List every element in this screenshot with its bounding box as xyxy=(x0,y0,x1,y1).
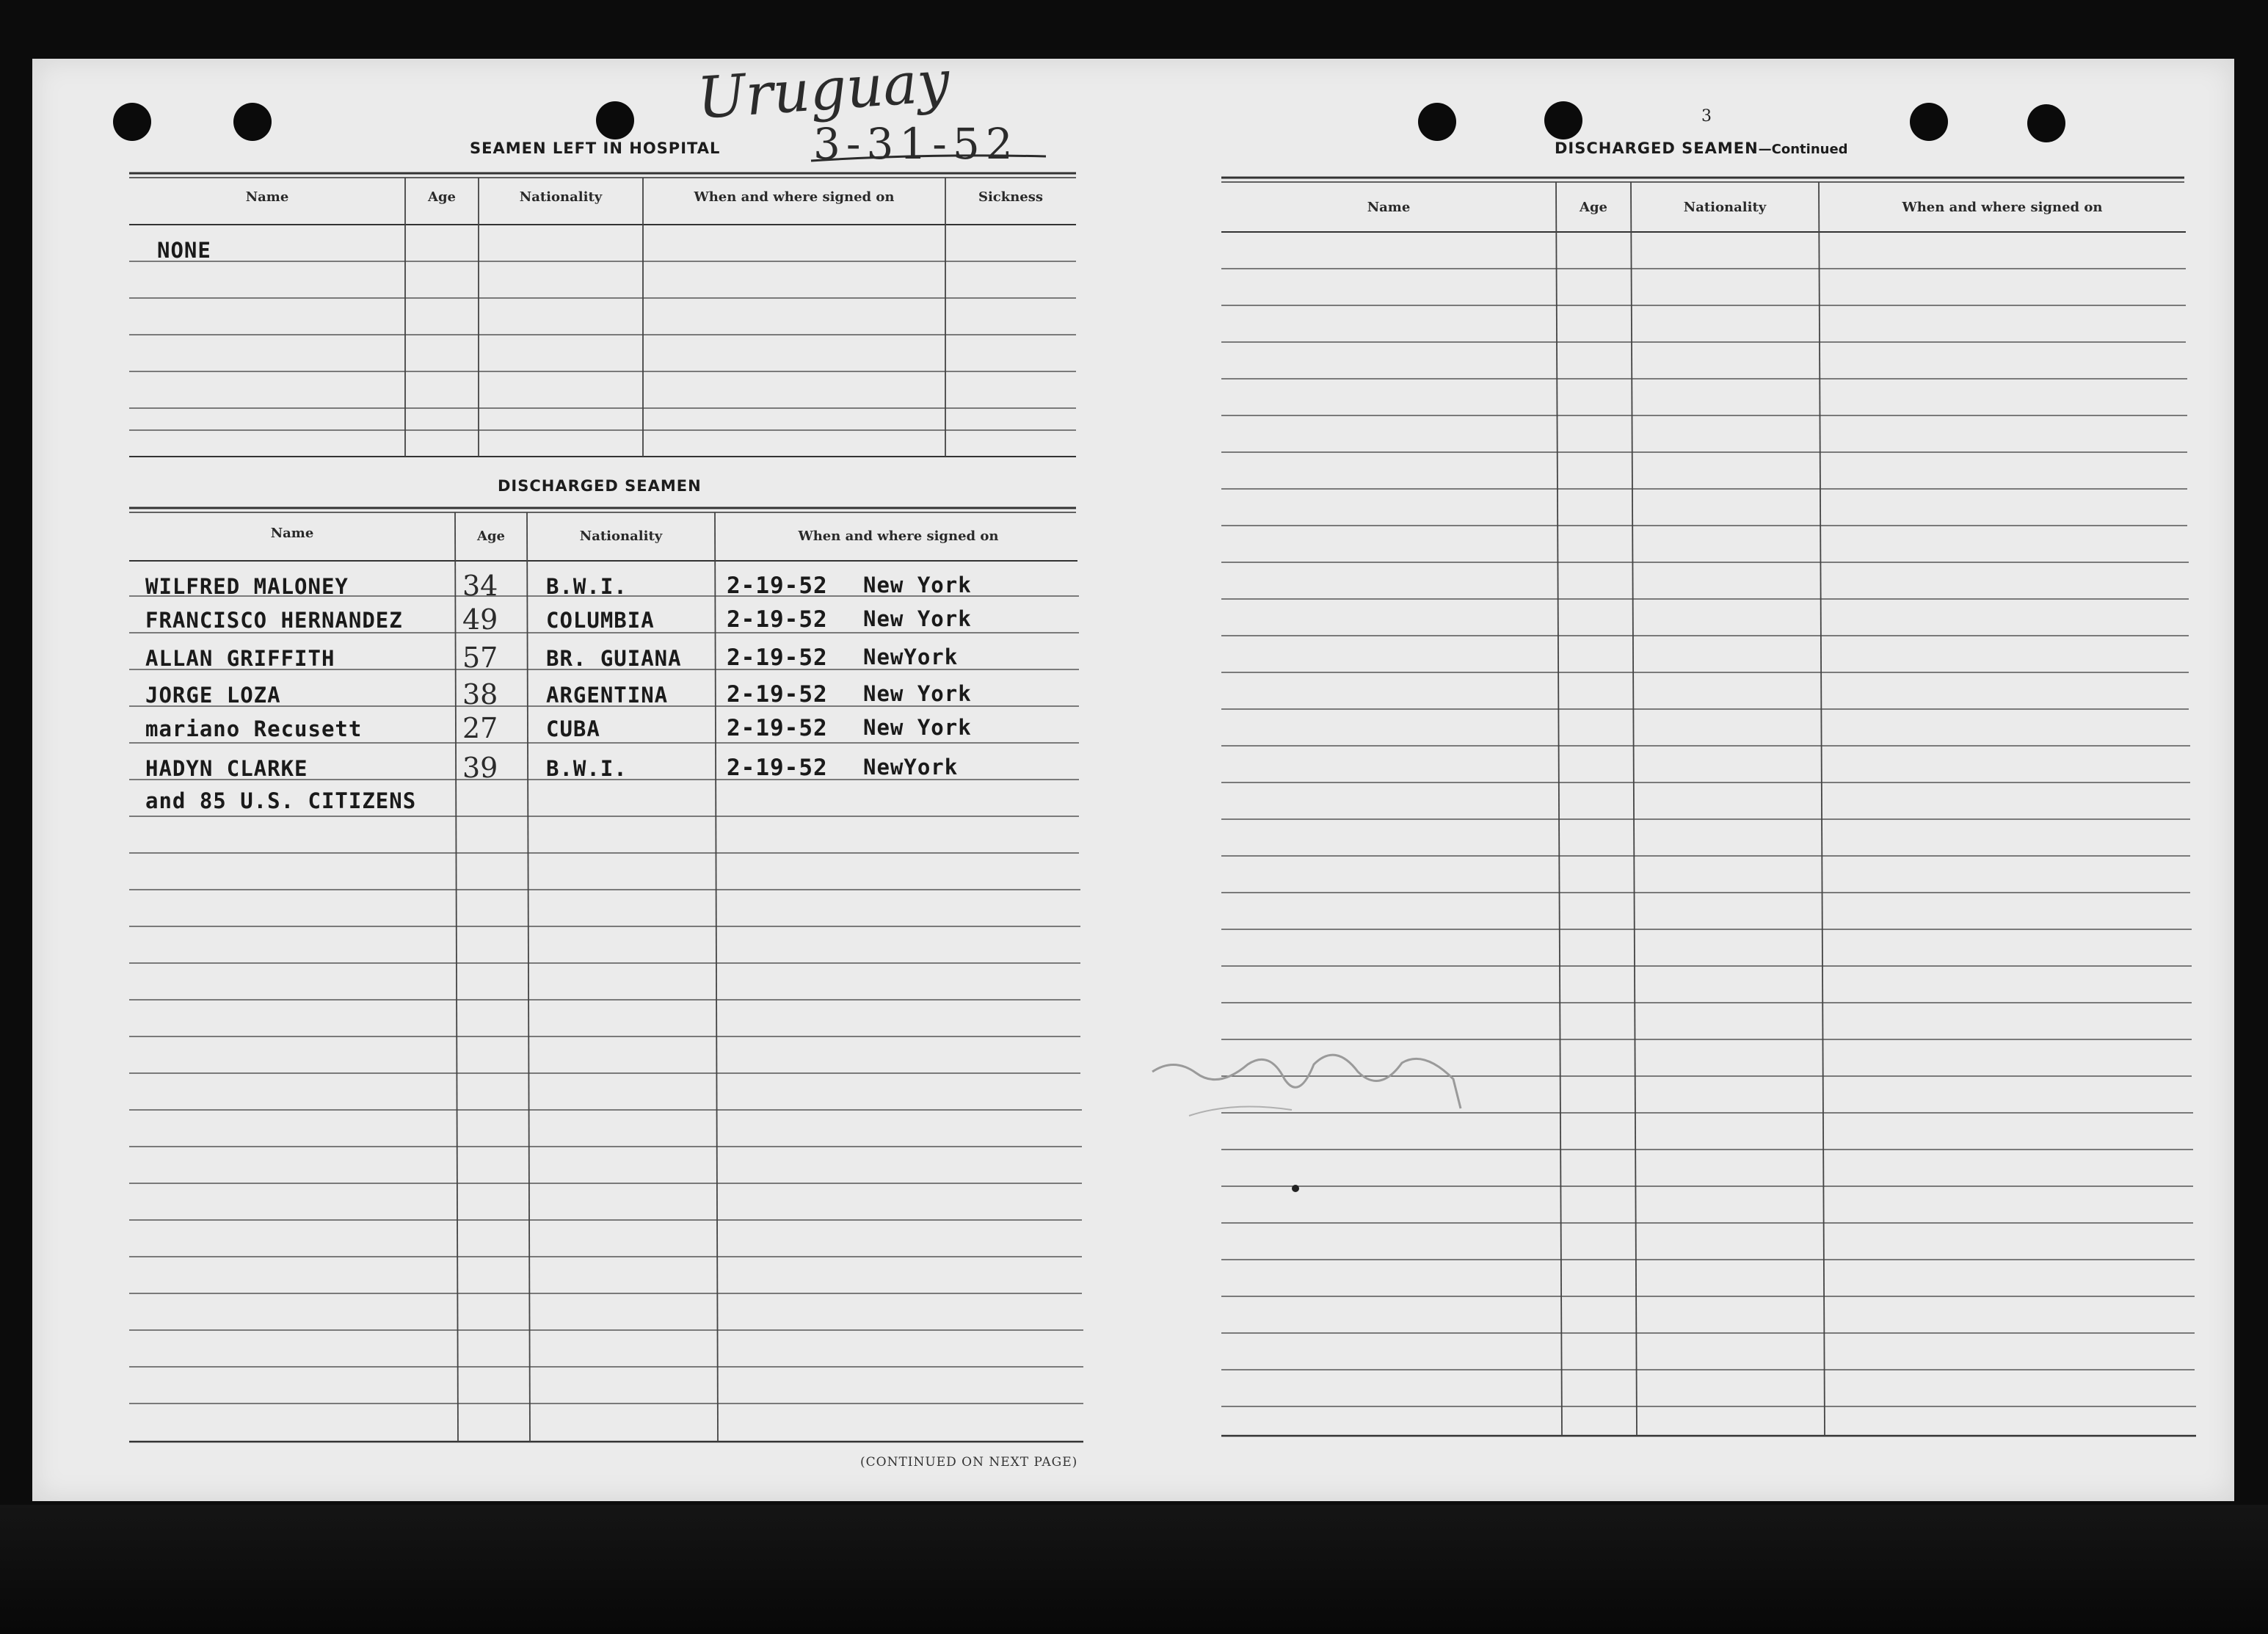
signed-on-place: New York xyxy=(863,573,972,598)
signed-on-date: 2-19-52 xyxy=(727,606,828,633)
continued-col-age: Age xyxy=(1579,200,1607,215)
continued-col-signed-on: When and where signed on xyxy=(1902,200,2103,215)
continued-title-main: DISCHARGED SEAMEN xyxy=(1555,139,1759,157)
citizens-note: and 85 U.S. CITIZENS xyxy=(145,788,417,813)
seaman-age: 39 xyxy=(462,752,498,784)
hospital-col-signed-on: When and where signed on xyxy=(694,189,895,205)
date-underline xyxy=(807,150,1050,165)
seaman-name: mariano Recusett xyxy=(145,716,363,741)
signed-on-date: 2-19-52 xyxy=(727,681,828,708)
signed-on-date: 2-19-52 xyxy=(727,573,828,599)
continued-note: (CONTINUED ON NEXT PAGE) xyxy=(860,1455,1078,1470)
hospital-col-age: Age xyxy=(427,189,456,205)
signed-on-place: NewYork xyxy=(863,755,959,780)
punch-hole xyxy=(2027,104,2065,142)
seaman-nationality: CUBA xyxy=(546,716,600,741)
signed-on-date: 2-19-52 xyxy=(727,755,828,781)
hospital-col-nationality: Nationality xyxy=(519,189,603,205)
scan-background xyxy=(0,1505,2268,1634)
discharged-col-age: Age xyxy=(476,529,505,544)
seaman-nationality: B.W.I. xyxy=(546,756,628,781)
seaman-age: 38 xyxy=(462,678,498,711)
punch-hole xyxy=(1910,103,1948,141)
signed-on-place: New York xyxy=(863,715,972,740)
signed-on-date: 2-19-52 xyxy=(727,715,828,741)
seaman-name: HADYN CLARKE xyxy=(145,756,308,781)
continued-col-name: Name xyxy=(1367,200,1411,215)
handwritten-destination: Uruguay xyxy=(695,48,952,132)
ink-dot xyxy=(1292,1185,1299,1192)
punch-hole xyxy=(596,101,634,139)
signed-on-date: 2-19-52 xyxy=(727,644,828,671)
seaman-nationality: BR. GUIANA xyxy=(546,646,682,671)
seaman-nationality: COLUMBIA xyxy=(546,608,655,633)
punch-hole xyxy=(233,103,272,141)
hospital-col-name: Name xyxy=(245,189,289,205)
signed-on-place: NewYork xyxy=(863,644,959,669)
hospital-table xyxy=(129,169,1077,462)
hospital-col-sickness: Sickness xyxy=(978,189,1044,205)
punch-hole xyxy=(1418,103,1456,141)
punch-hole xyxy=(1544,101,1582,139)
seaman-age: 49 xyxy=(462,603,498,636)
seaman-nationality: ARGENTINA xyxy=(546,683,669,708)
hospital-table-rules xyxy=(129,169,1077,462)
continued-title-suffix: —Continued xyxy=(1758,142,1848,157)
discharged-col-nationality: Nationality xyxy=(579,529,663,544)
handwritten-date: 3-31-52 xyxy=(813,119,1019,169)
discharged-col-name: Name xyxy=(270,526,314,541)
continued-section-title xyxy=(1555,139,1848,157)
seaman-name: FRANCISCO HERNANDEZ xyxy=(145,608,403,633)
continued-table-rules xyxy=(1221,175,2198,1452)
discharged-section-title: DISCHARGED SEAMEN xyxy=(498,477,702,495)
hospital-section-title: SEAMEN LEFT IN HOSPITAL xyxy=(470,139,721,157)
seaman-name: JORGE LOZA xyxy=(145,683,281,708)
continued-table xyxy=(1221,175,2198,1452)
page-number: 3 xyxy=(1701,107,1712,126)
seaman-age: 34 xyxy=(462,570,498,602)
continued-col-nationality: Nationality xyxy=(1683,200,1767,215)
discharged-col-signed-on: When and where signed on xyxy=(798,529,999,544)
seaman-age: 57 xyxy=(462,642,498,674)
signed-on-place: New York xyxy=(863,681,972,706)
seaman-age: 27 xyxy=(462,712,498,744)
seaman-name: ALLAN GRIFFITH xyxy=(145,646,335,671)
seaman-nationality: B.W.I. xyxy=(546,574,628,599)
signed-on-place: New York xyxy=(863,606,972,631)
hospital-entry: NONE xyxy=(157,238,211,263)
punch-hole xyxy=(113,103,151,141)
signature-mark xyxy=(1145,1028,1468,1130)
seaman-name: WILFRED MALONEY xyxy=(145,574,349,599)
